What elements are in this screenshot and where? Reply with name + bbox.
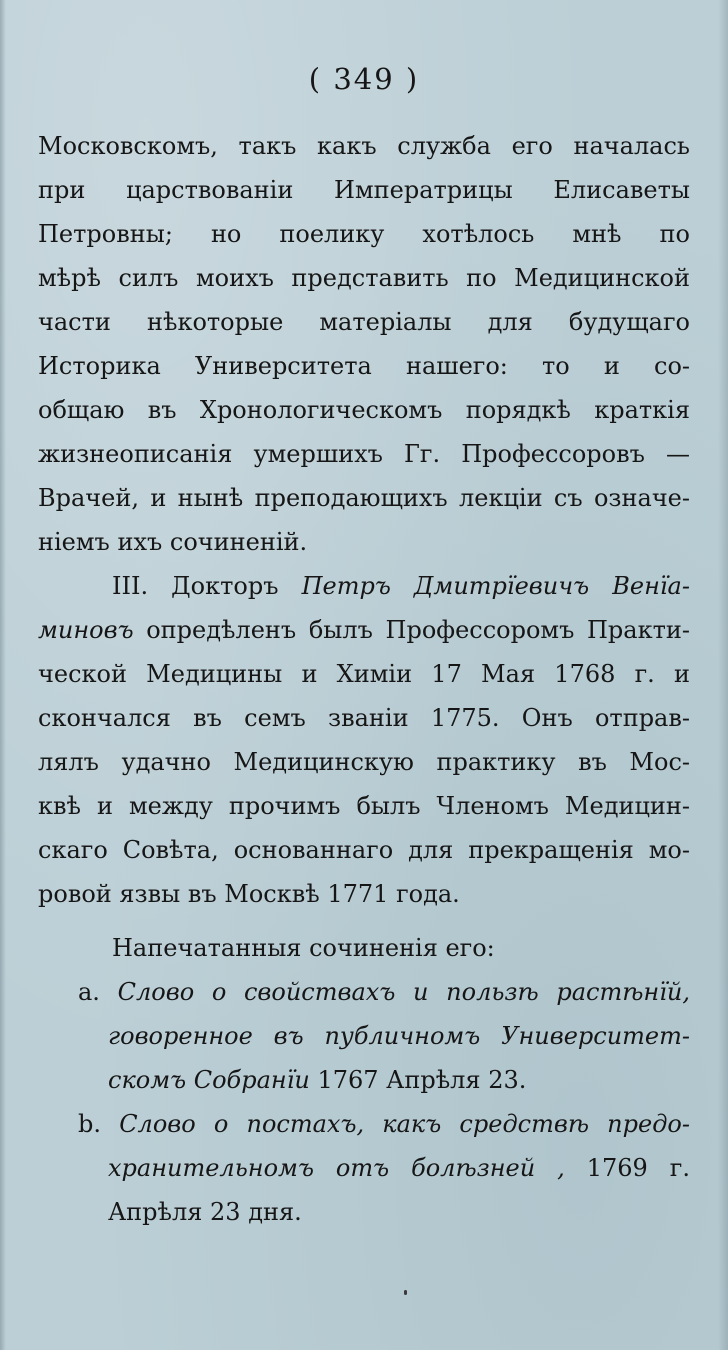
person-name-continued: миновъ <box>38 616 134 644</box>
work-item-a: a. Слово о свойствахъ и пользѣ растѣнїй, <box>78 978 690 1006</box>
work-item-b-line: хранительномъ отъ болѣзней , 1769 г. <box>108 1154 690 1182</box>
text-line: жизнеописанія умершихъ Гг. Профессоровъ — <box>38 440 690 468</box>
text-line: ческой Медицины и Химіи 17 Мая 1768 г. и <box>38 660 690 688</box>
text-line: части нѣкоторые матеріалы для будущаго <box>38 308 690 336</box>
text-line: Врачей, и нынѣ преподающихъ лекціи съ означе- <box>38 484 690 512</box>
text-line: лялъ удачно Медицинскую практику въ Мос- <box>38 748 690 776</box>
page-number: ( 349 ) <box>308 62 420 96</box>
text-line: ніемъ ихъ сочиненій. <box>38 528 308 556</box>
paper-speck <box>404 1290 407 1295</box>
text-line: мѣрѣ силъ моихъ представить по Медицинской <box>38 264 690 292</box>
item-label: a. <box>78 978 100 1006</box>
work-item-a-line: скомъ Собранїи 1767 Апрѣля 23. <box>108 1066 527 1094</box>
work-item-b: b. Слово о постахъ, какъ средствѣ предо- <box>78 1110 690 1138</box>
page-right-shadow <box>718 0 728 1350</box>
person-name: Петръ Дмитрїевичъ Венїа- <box>301 572 690 600</box>
page-text <box>38 124 690 1234</box>
text-line: Петровны; но поелику хотѣлось мнѣ по <box>38 220 690 248</box>
text-line: ровой язвы въ Москвѣ 1771 года. <box>38 880 460 908</box>
item-label: b. <box>78 1110 101 1138</box>
text-line: скончался въ семъ званіи 1775. Онъ отправ- <box>38 704 690 732</box>
text-line: квѣ и между прочимъ былъ Членомъ Медицин- <box>38 792 690 820</box>
text-line: общаю въ Хронологическомъ порядкѣ краткія <box>38 396 690 424</box>
page-left-shadow <box>0 0 6 1350</box>
works-heading: Напечатанныя сочиненія его: <box>112 934 495 962</box>
section-heading-line <box>38 564 690 608</box>
text-line: Московскомъ, такъ какъ служба его началась <box>38 132 690 160</box>
section-number: III. Докторъ <box>112 572 279 600</box>
text-line: миновъ опредѣленъ былъ Профессоромъ Практи- <box>38 616 690 644</box>
work-item-b-line: Апрѣля 23 дня. <box>108 1198 302 1226</box>
text-line: при царствованіи Императрицы Елисаветы <box>38 176 690 204</box>
work-item-a-line: говоренное въ публичномъ Университет- <box>108 1022 690 1050</box>
text-line: Историка Университета нашего: то и со- <box>38 352 690 380</box>
text-line: скаго Совѣта, основаннаго для прекращенія мо- <box>38 836 690 864</box>
